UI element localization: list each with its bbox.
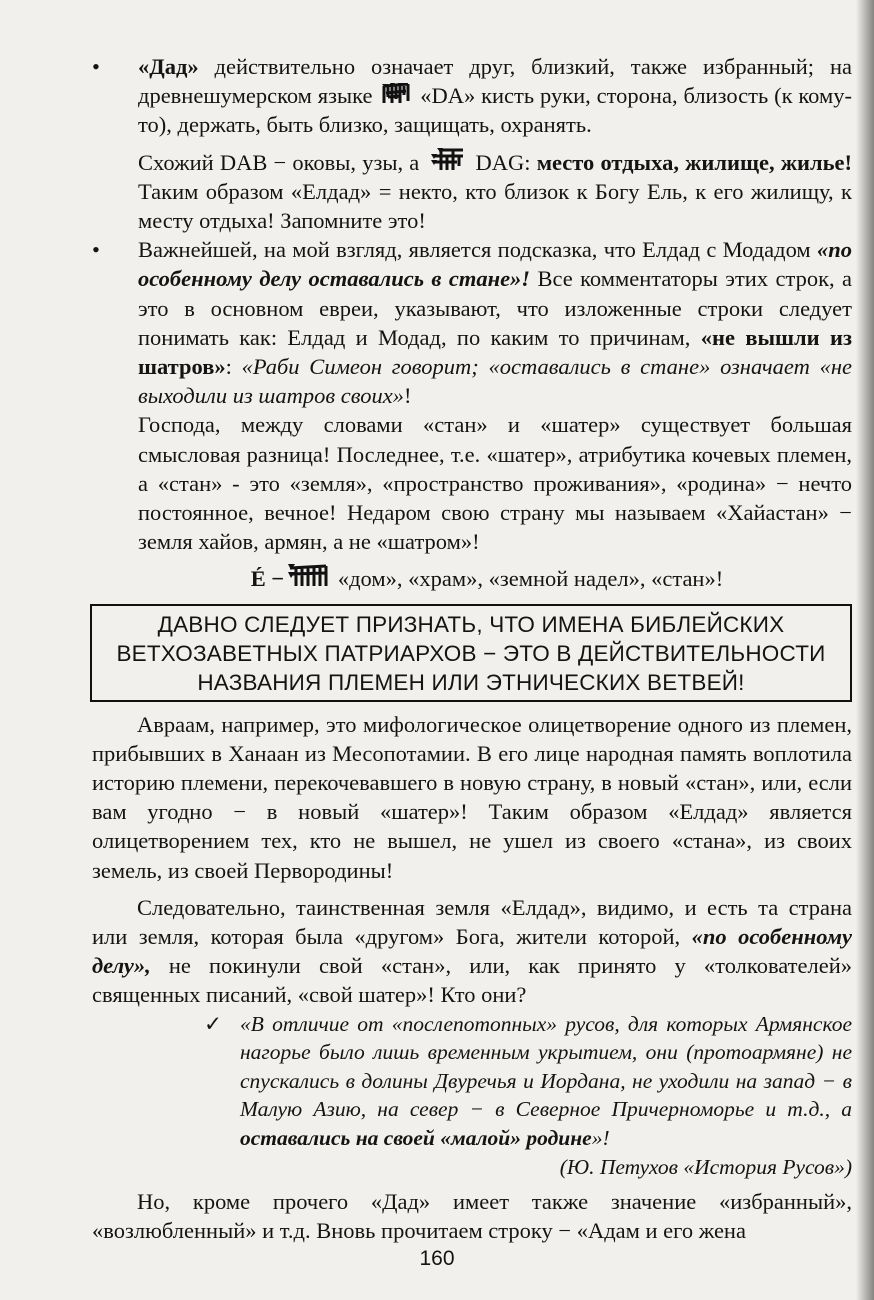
bold-italic-special-matter: «по особенному делу», <box>92 924 853 979</box>
checkmark-icon: ✓ <box>204 1011 223 1036</box>
text-run: действительно означает друг, близкий, также избранный; на древнешумерском языке <box>138 54 852 109</box>
text-run: Важнейшей, на мой взгляд, является подсказка, что Елдад с Модадом <box>138 237 817 263</box>
text-run: Следовательно, таинственная земля «Елдад», видимо, и есть та страна или земля, которая была «другом» Бога, жители которой, <box>92 894 852 950</box>
bold-italic-quote: «по особенному делу оставались в стане»! <box>138 237 852 292</box>
text-run: »! <box>591 1126 610 1151</box>
bullet-item-eldad-modad <box>92 235 852 556</box>
e-sign-line <box>92 564 852 593</box>
paragraph-stan-shater: Господа, между словами «стан» и «шатер» существует большая смысловая разница! Последнее, т.е. «шатер», атрибутика кочевых племен, а «стан» - это «земля», «пространство проживания», «родина» − нечто постоянное, вечное! Недаром свою страну мы называем «Хайастан» − земля хайов, армян, а не «шатром»! <box>138 412 852 555</box>
page-number: 160 <box>419 1247 455 1270</box>
text-run: Таким образом «Елдад» = некто, кто близок к Богу Ель, к его жилищу, к месту отдыха! Запомните это! <box>138 178 852 234</box>
paragraph-consequently <box>92 893 852 1010</box>
paragraph-dab-dag <box>138 148 852 236</box>
text-run: не покинули свой «стан», или, как принято у «толкователей» священных писаний, «свой шатер»! Кто они? <box>92 953 852 1008</box>
boxed-statement: ДАВНО СЛЕДУЕТ ПРИЗНАТЬ, ЧТО ИМЕНА БИБЛЕЙСКИХ ВЕТХОЗАВЕТНЫХ ПАТРИАРХОВ − ЭТО В ДЕЙСТВИТЕЛЬНОСТИ НАЗВАНИЯ ПЛЕМЕН ИЛИ ЭТНИЧЕСКИХ ВЕТВЕЙ! <box>90 604 852 702</box>
quotation-text <box>240 1010 852 1179</box>
cuneiform-e-sign <box>288 564 328 588</box>
italic-rabbi-quote: «Раби Симеон говорит; «оставались в стане» означает «не выходили из шатров своих» <box>138 354 852 409</box>
quotation-block <box>92 1010 852 1179</box>
text-run: Схожий DAB − оковы, узы, а <box>138 149 426 175</box>
quotation-source: (Ю. Петухов «История Русов») <box>559 1154 852 1179</box>
paragraph-dad-chosen: Но, кроме прочего «Дад» имеет также значение «избранный», «возлюбленный» и т.д. Вновь прочитаем строку − «Адам и его жена <box>92 1188 852 1243</box>
bold-not-left-tents: «не вышли из шатров» <box>138 324 852 380</box>
paragraph-abraham: Авраам, например, это мифологическое олицетворение одного из племен, прибывших в Ханаан из Месопотамии. В его лице народная память воплотила историю племени, перекочевавшего в новую страну, в новый «стан», или, если вам угодно − в новый «шатер»! Таким образом «Елдад» является олицетворением тех, кто не вышел, не ушел из своего «стана», из своих земель, из своей Первородины! <box>92 711 852 883</box>
text-run: «В отличие от «послепотопных» русов, для которых Армянское нагорье было лишь временным укрытием, они (протоармяне) не спускались в долины Двуречья и Иордана, не уходили на запад − в Малую Азию, на север − в Северное Причерноморье и т.д., а <box>240 1011 852 1122</box>
text-run: ! <box>403 383 412 409</box>
term-dad: «Дад» <box>138 54 199 79</box>
bullet-marker: • <box>92 54 100 79</box>
cuneiform-dag-sign <box>429 148 465 172</box>
text-run: : <box>225 354 242 380</box>
text-run: Все комментаторы этих строк, а это в основном евреи, указывают, что изложенные строки следует понимать как: Елдад и Модад, по каким то причинам, <box>138 266 853 350</box>
text-run: DAG: <box>469 149 537 175</box>
bullet-item-dad <box>92 52 852 235</box>
text-run: «DA» кисть руки, сторона, близость (к кому-то), держать, быть близко, защищать, охранять. <box>138 83 852 138</box>
bold-italic-small-homeland: оставались на своей «малой» родине <box>240 1126 592 1151</box>
paragraph-dad-meaning <box>138 52 852 140</box>
text-run: «дом», «храм», «земной надел», «стан»! <box>332 566 724 592</box>
book-page-body <box>92 52 852 1245</box>
paragraph-eldad-modad <box>138 235 852 410</box>
e-sign-label: É − <box>250 566 285 592</box>
bold-dag-meaning: место отдыха, жилище, жилье! <box>536 149 853 175</box>
page-edge-shadow <box>856 0 874 1300</box>
bullet-marker: • <box>92 237 100 263</box>
cuneiform-da-sign <box>382 83 410 105</box>
